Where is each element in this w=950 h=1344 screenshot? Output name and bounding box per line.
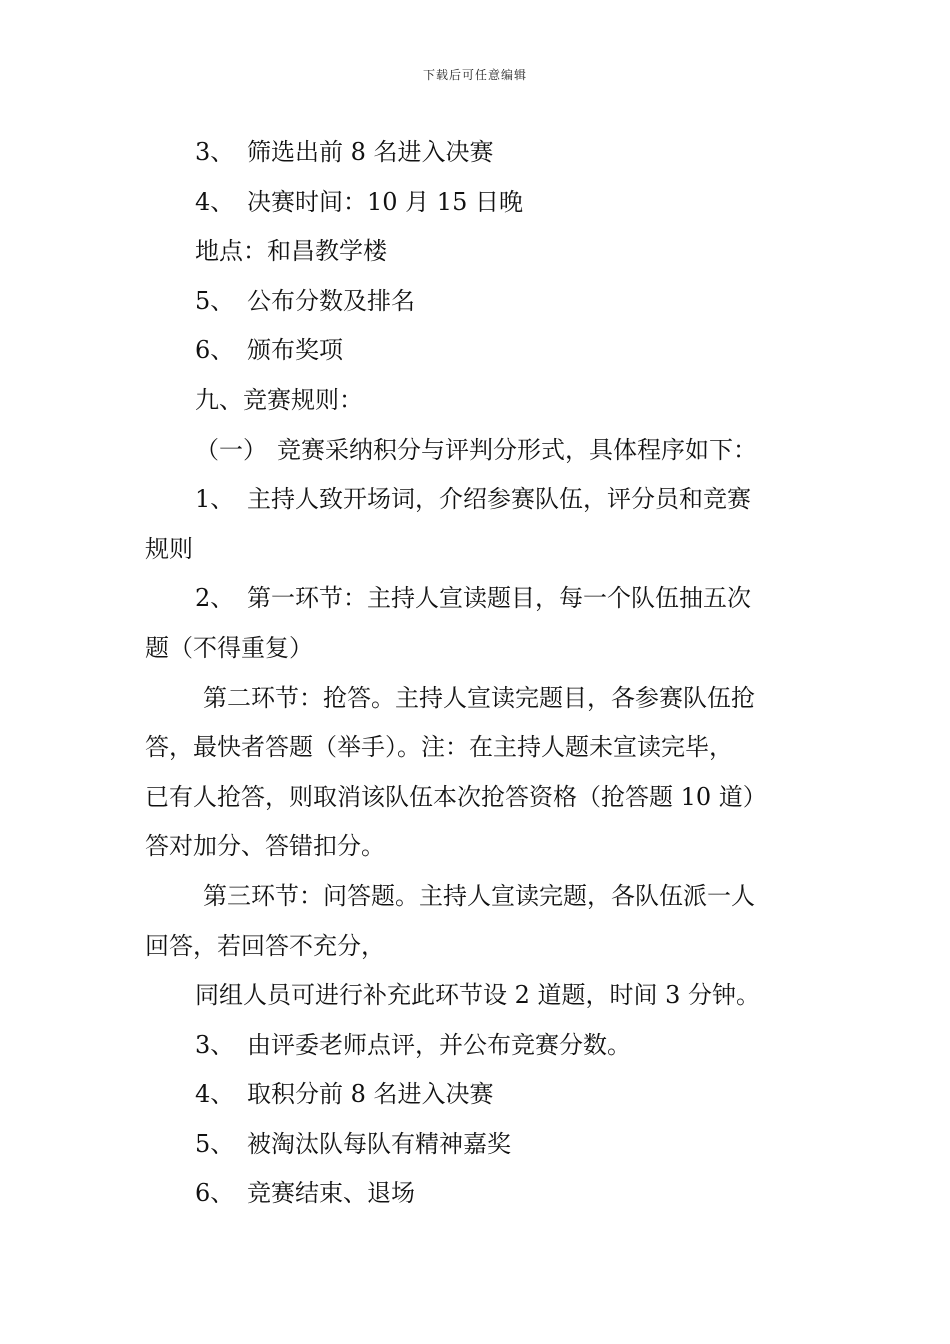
subsection-text: 竞赛采纳积分与评判分形式，具体程序如下： [277, 435, 757, 464]
document-body [145, 128, 810, 1219]
subsection-heading [145, 426, 810, 476]
subsection-number: （一） [195, 435, 267, 464]
item-number: 6、 [195, 1179, 235, 1208]
section-heading: 九、竞赛规则： [195, 385, 363, 414]
paragraph-line: 地点：和昌教学楼 [195, 237, 387, 266]
item-text: 颁布奖项 [247, 336, 343, 365]
item-number: 3、 [195, 138, 235, 166]
list-item [145, 1120, 810, 1170]
item-text: 筛选出前 8 名进入决赛 [247, 138, 494, 166]
paragraph-line: 第三环节：问答题。主持人宣读完题，各队伍派一人 [203, 881, 755, 910]
item-number: 5、 [195, 286, 235, 315]
list-item [145, 178, 810, 228]
item-text: 取积分前 8 名进入决赛 [247, 1080, 494, 1109]
paragraph-line: 已有人抢答，则取消该队伍本次抢答资格（抢答题 10 道） [145, 782, 767, 811]
item-number: 1、 [195, 485, 235, 514]
item-number: 4、 [195, 1080, 235, 1109]
list-item [145, 326, 810, 376]
item-text: 竞赛结束、退场 [247, 1179, 415, 1208]
list-item [145, 475, 810, 525]
list-item [145, 574, 810, 624]
item-number: 6、 [195, 336, 235, 365]
item-number: 4、 [195, 187, 235, 216]
list-item [145, 1021, 810, 1071]
paragraph-line: 同组人员可进行补充此环节设 2 道题，时间 3 分钟。 [195, 981, 761, 1010]
list-item [145, 1169, 810, 1219]
item-text: 由评委老师点评，并公布竞赛分数。 [247, 1030, 631, 1059]
item-number: 5、 [195, 1129, 235, 1158]
paragraph-line: 答对加分、答错扣分。 [145, 832, 385, 861]
item-number: 2、 [195, 584, 235, 613]
item-text: 公布分数及排名 [247, 286, 415, 315]
paragraph-line: 题（不得重复） [145, 633, 313, 662]
list-item [145, 128, 810, 178]
item-text: 主持人致开场词，介绍参赛队伍，评分员和竞赛 [247, 485, 751, 514]
paragraph-line: 答，最快者答题（举手）。注：在主持人题未宣读完毕， [145, 733, 733, 762]
item-number: 3、 [195, 1030, 235, 1059]
item-text: 被淘汰队每队有精神嘉奖 [247, 1129, 511, 1158]
list-item [145, 277, 810, 327]
item-text: 决赛时间：10 月 15 日晚 [247, 187, 523, 216]
page-header: 下载后可任意编辑 [422, 68, 527, 82]
item-text: 第一环节：主持人宣读题目，每一个队伍抽五次 [247, 584, 751, 613]
list-item [145, 1070, 810, 1120]
paragraph-line: 回答，若回答不充分， [145, 931, 385, 960]
paragraph-line: 第二环节：抢答。主持人宣读完题目，各参赛队伍抢 [203, 683, 755, 712]
paragraph-line: 规则 [145, 534, 193, 563]
